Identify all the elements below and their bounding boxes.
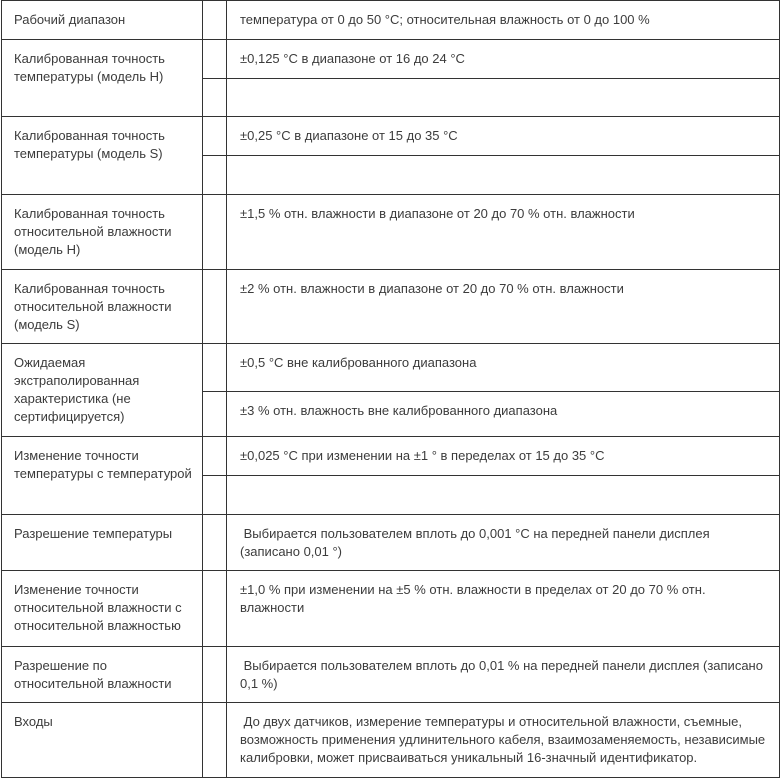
value-cell [226, 0, 780, 40]
spacer-cell [202, 570, 227, 647]
label-cell [1, 436, 203, 515]
spacer-cell [202, 475, 227, 515]
value-cell [226, 570, 780, 647]
spacer-cell [202, 702, 227, 778]
parameter-value: ±1,0 % при изменении на ±5 % отн. влажности в пределах от 20 до 70 % отн. влажности [240, 582, 710, 615]
label-cell [1, 116, 203, 195]
label-cell [1, 570, 203, 647]
parameter-label: Разрешение температуры [14, 526, 173, 541]
value-cell [226, 391, 780, 437]
parameter-value: ±0,5 °C вне калиброванного диапазона [240, 355, 477, 370]
value-cell [226, 78, 780, 117]
label-cell [1, 514, 203, 571]
value-cell [226, 646, 780, 703]
parameter-value: Выбирается пользователем вплоть до 0,001 °C на передней панели дисплея (записано 0,01 °) [240, 526, 714, 559]
parameter-label: Ожидаемая экстраполированная характеристика (не сертифицируется) [14, 355, 140, 424]
parameter-value: ±0,25 °C в диапазоне от 15 до 35 °C [240, 128, 458, 143]
spacer-cell [202, 436, 227, 476]
spacer-cell [202, 194, 227, 270]
parameter-value: ±1,5 % отн. влажности в диапазоне от 20 до 70 % отн. влажности [240, 206, 635, 221]
parameter-label: Изменение точности температуры с температурой [14, 448, 192, 481]
spacer-cell [202, 646, 227, 703]
value-cell [226, 116, 780, 156]
parameter-label: Калиброванная точность относительной влажности (модель S) [14, 281, 172, 332]
spacer-cell [202, 343, 227, 392]
value-cell [226, 514, 780, 571]
spacer-cell [202, 155, 227, 195]
label-cell [1, 39, 203, 117]
parameter-value: Выбирается пользователем вплоть до 0,01 % на передней панели дисплея (записано 0,1 %) [240, 658, 767, 691]
label-cell [1, 269, 203, 344]
parameter-label: Разрешение по относительной влажности [14, 658, 172, 691]
parameter-value: ±0,125 °C в диапазоне от 16 до 24 °C [240, 51, 465, 66]
spacer-cell [202, 514, 227, 571]
value-cell [226, 475, 780, 515]
value-cell [226, 194, 780, 270]
spacer-cell [202, 391, 227, 437]
value-cell [226, 155, 780, 195]
parameter-label: Рабочий диапазон [14, 12, 126, 27]
label-cell [1, 194, 203, 270]
parameter-value: ±0,025 °C при изменении на ±1 ° в переделах от 15 до 35 °C [240, 448, 605, 463]
parameter-label: Входы [14, 714, 53, 729]
spacer-cell [202, 0, 227, 40]
parameter-value: температура от 0 до 50 °C; относительная влажность от 0 до 100 % [240, 12, 650, 27]
label-cell [1, 0, 203, 40]
parameter-value: До двух датчиков, измерение температуры и относительной влажности, съемные, возможность применения удлинительного кабеля, взаимозаменяемость, независимые калибровки, может присваиваться уникальный 16-значный идентификатор. [240, 714, 769, 765]
spacer-cell [202, 39, 227, 79]
label-cell [1, 343, 203, 437]
value-cell [226, 702, 780, 778]
value-cell [226, 436, 780, 476]
parameter-value: ±2 % отн. влажности в диапазоне от 20 до 70 % отн. влажности [240, 281, 624, 296]
value-cell [226, 39, 780, 79]
label-cell [1, 702, 203, 778]
parameter-label: Калиброванная точность температуры (модель S) [14, 128, 165, 161]
spacer-cell [202, 78, 227, 117]
value-cell [226, 343, 780, 392]
spacer-cell [202, 116, 227, 156]
parameter-value: ±3 % отн. влажность вне калиброванного диапазона [240, 403, 558, 418]
label-cell [1, 646, 203, 703]
parameter-label: Изменение точности относительной влажности с относительной влажностью [14, 582, 182, 633]
spacer-cell [202, 269, 227, 344]
value-cell [226, 269, 780, 344]
parameter-label: Калиброванная точность температуры (модель H) [14, 51, 165, 84]
parameter-label: Калиброванная точность относительной влажности (модель H) [14, 206, 172, 257]
